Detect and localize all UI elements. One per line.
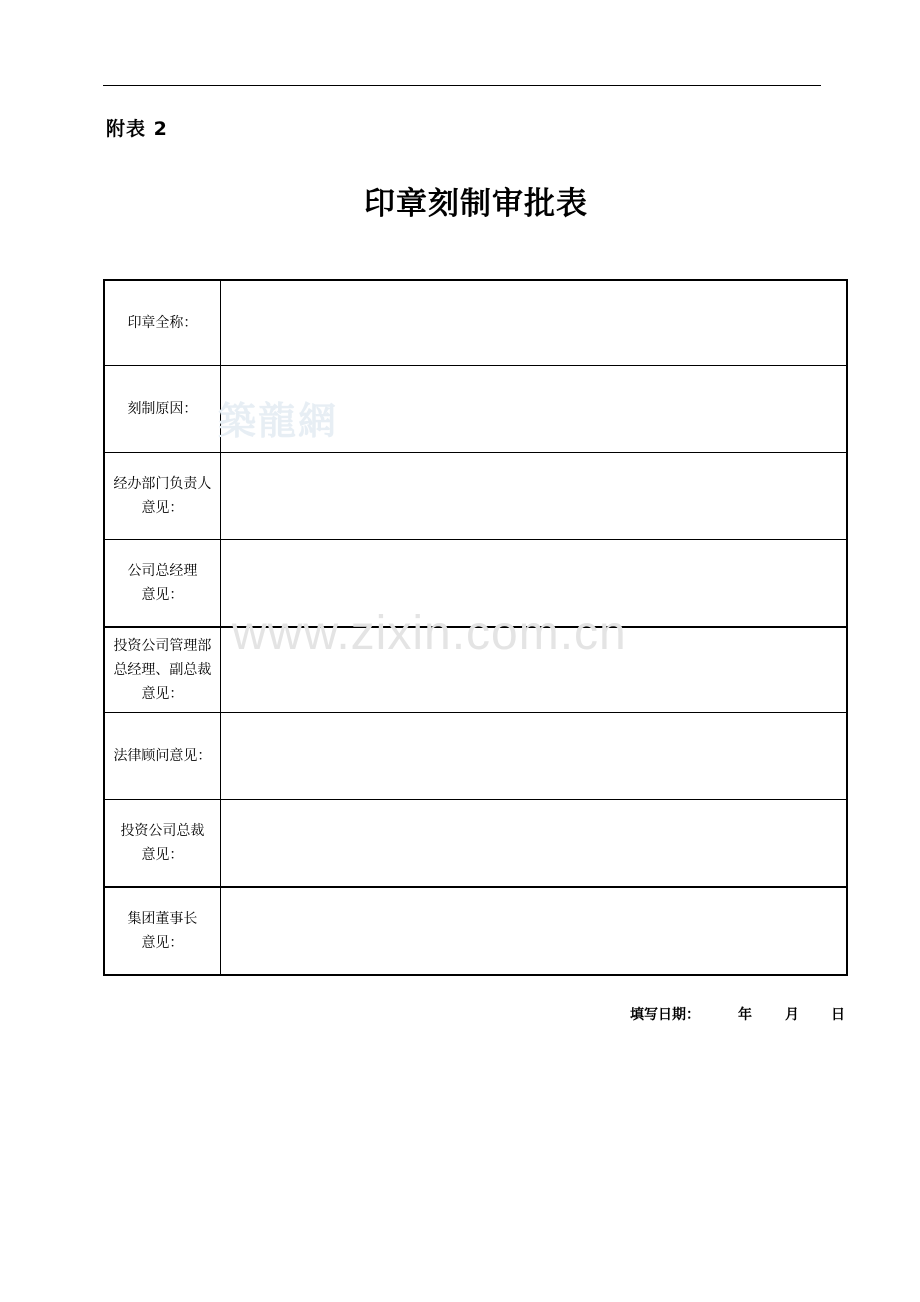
- legal-counsel-opinion-field[interactable]: [220, 713, 847, 800]
- general-manager-opinion-field[interactable]: [220, 540, 847, 628]
- approval-form-table: [103, 279, 848, 976]
- investment-mgmt-opinion-field[interactable]: [220, 627, 847, 713]
- watermark-logo-text: 築龍網: [218, 398, 339, 443]
- date-label: 填写日期：: [630, 1007, 700, 1023]
- label-line: 意见：: [141, 847, 184, 863]
- label-line: 投资公司管理部: [113, 638, 212, 654]
- investment-president-opinion-field[interactable]: [220, 800, 847, 888]
- legal-counsel-label: [104, 713, 220, 800]
- group-chairman-label: [104, 887, 220, 975]
- general-manager-label: [104, 540, 220, 628]
- seal-name-field[interactable]: [220, 280, 847, 366]
- day-label: 日: [831, 1007, 845, 1023]
- form-row-investment-president: [104, 800, 847, 888]
- group-chairman-opinion-field[interactable]: [220, 887, 847, 975]
- appendix-label: 附表 2: [106, 118, 168, 140]
- label-line: 意见：: [141, 587, 184, 603]
- label-line: 意见：: [141, 935, 184, 951]
- form-row-dept-head: [104, 453, 847, 540]
- seal-name-label: [104, 280, 220, 366]
- reason-label: [104, 366, 220, 453]
- label-line: 经办部门负责人: [113, 476, 212, 492]
- label-line: 法律顾问意见：: [113, 748, 212, 764]
- watermark-url: www.zixin.com.cn: [232, 607, 627, 660]
- reason-field[interactable]: [220, 366, 847, 453]
- label-line: 印章全称：: [127, 315, 198, 331]
- page-title: 印章刻制审批表: [364, 186, 588, 222]
- label-line: 公司总经理: [127, 563, 198, 579]
- form-row-general-manager: [104, 540, 847, 628]
- dept-head-label: [104, 453, 220, 540]
- label-line: 意见：: [141, 686, 184, 702]
- form-row-reason: [104, 366, 847, 453]
- form-row-seal-name: [104, 280, 847, 366]
- investment-mgmt-label: [104, 627, 220, 713]
- year-label: 年: [738, 1007, 752, 1023]
- form-row-group-chairman: [104, 887, 847, 975]
- label-line: 意见：: [141, 500, 184, 516]
- dept-head-opinion-field[interactable]: [220, 453, 847, 540]
- header-rule: [103, 85, 821, 86]
- label-line: 总经理、副总裁: [113, 662, 212, 678]
- month-label: 月: [785, 1007, 799, 1023]
- label-line: 集团董事长: [127, 911, 198, 927]
- investment-president-label: [104, 800, 220, 888]
- form-row-investment-mgmt: [104, 627, 847, 713]
- form-row-legal-counsel: [104, 713, 847, 800]
- label-line: 投资公司总裁: [120, 823, 205, 839]
- label-line: 刻制原因：: [127, 401, 198, 417]
